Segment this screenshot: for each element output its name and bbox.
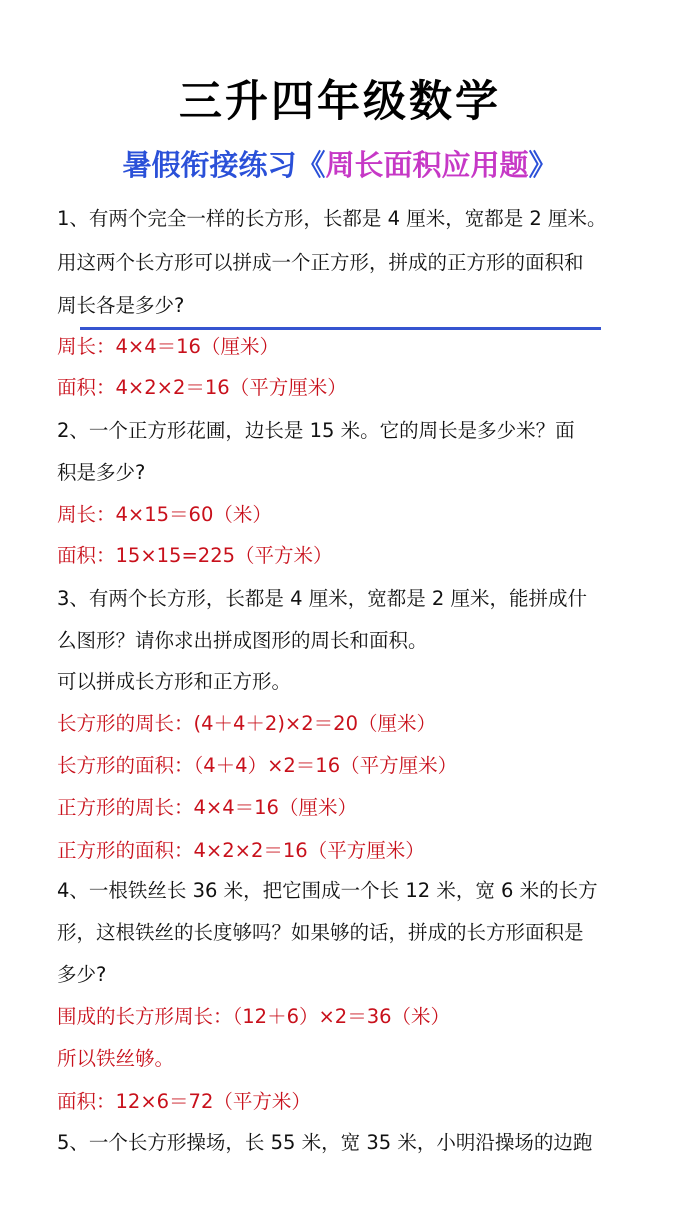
text-line: 3、有两个长方形，长都是 4 厘米，宽都是 2 厘米，能拼成什 bbox=[57, 587, 588, 610]
text-line: 5、一个长方形操场，长 55 米，宽 35 米，小明沿操场的边跑 bbox=[57, 1131, 593, 1154]
answer-line: 面积：12×6＝72（平方米） bbox=[57, 1090, 311, 1113]
answer-line: 面积：4×2×2＝16（平方厘米） bbox=[57, 376, 347, 399]
answer-line: 正方形的面积：4×2×2＝16（平方厘米） bbox=[57, 839, 425, 862]
document-subtitle bbox=[0, 143, 680, 187]
answer-line: 长方形的周长：(4＋4＋2)×2＝20（厘米） bbox=[57, 712, 436, 735]
text-line: 4、一根铁丝长 36 米，把它围成一个长 12 米，宽 6 米的长方 bbox=[57, 879, 598, 902]
answer-line: 正方形的周长：4×4＝16（厘米） bbox=[57, 796, 357, 819]
subtitle-prefix: 暑假衔接练习 bbox=[122, 148, 297, 182]
subtitle-open-bracket: 《 bbox=[296, 148, 326, 182]
text-line: 可以拼成长方形和正方形。 bbox=[57, 670, 292, 693]
subtitle-close-bracket: 》 bbox=[528, 148, 558, 182]
text-line: 多少? bbox=[57, 963, 107, 986]
document-title: 三升四年级数学 bbox=[179, 77, 501, 127]
answer-line: 所以铁丝够。 bbox=[57, 1047, 175, 1070]
text-line: 周长各是多少? bbox=[57, 294, 185, 317]
text-line: 积是多少? bbox=[57, 461, 146, 484]
subtitle-underline bbox=[80, 327, 601, 330]
subtitle-topic: 周长面积应用题 bbox=[325, 148, 529, 182]
answer-line: 周长：4×4＝16（厘米） bbox=[57, 335, 279, 358]
answer-line: 周长：4×15＝60（米） bbox=[57, 503, 272, 526]
text-line: 2、一个正方形花圃，边长是 15 米。它的周长是多少米？面 bbox=[57, 419, 575, 442]
text-line: 形，这根铁丝的长度够吗？如果够的话，拼成的长方形面积是 bbox=[57, 921, 584, 944]
text-line: 么图形？请你求出拼成图形的周长和面积。 bbox=[57, 629, 428, 652]
answer-line: 长方形的面积：（4＋4）×2＝16（平方厘米） bbox=[57, 754, 458, 777]
text-line: 用这两个长方形可以拼成一个正方形，拼成的正方形的面积和 bbox=[57, 251, 584, 274]
answer-line: 面积：15×15=225（平方米） bbox=[57, 544, 333, 567]
text-line: 1、有两个完全一样的长方形，长都是 4 厘米，宽都是 2 厘米。 bbox=[57, 207, 607, 230]
answer-line: 围成的长方形周长：（12＋6）×2＝36（米） bbox=[57, 1005, 451, 1028]
